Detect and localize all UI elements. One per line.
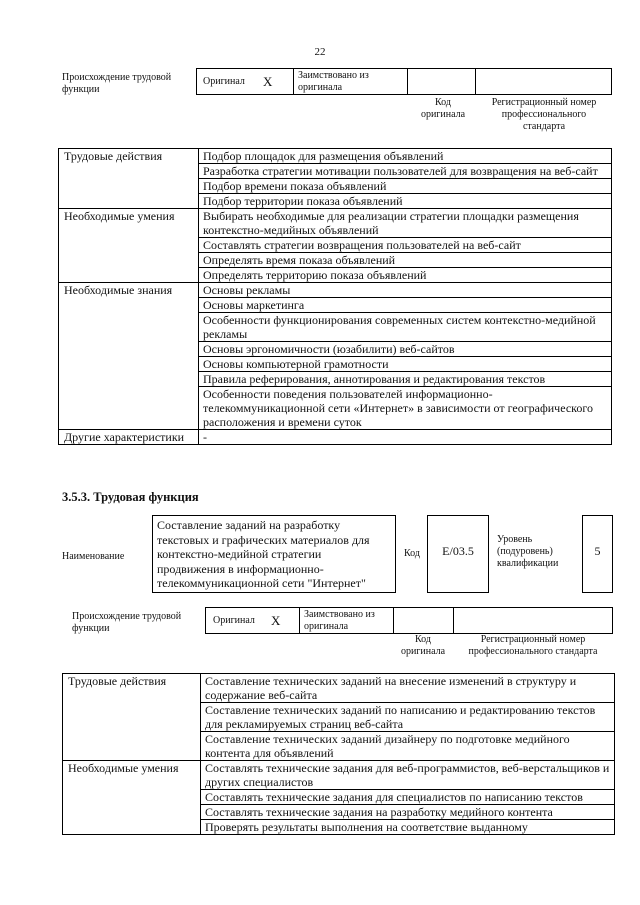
table-cell: Составление технических заданий по написанию и редактированию текстов для рекламируемых страниц веб-сайта — [201, 703, 615, 732]
name-value: Составление заданий на разработку текстовых и графических материалов для контекстно-медийной стратегии продвижения в информационно-телекоммуникационной сети "Интернет" — [152, 515, 396, 593]
table-cell: Составление технических заданий на внесение изменений в структуру и содержание веб-сайта — [201, 674, 615, 703]
functions-table-1 — [58, 148, 612, 445]
table-cell: Составлять технические задания для веб-программистов, веб-верстальщиков и других специалистов — [201, 761, 615, 790]
table-row — [59, 283, 612, 298]
table-cell: Особенности поведения пользователей информационно-телекоммуникационной сети «Интернет» в зависимости от географического расположения и времени суток — [199, 387, 612, 430]
original-label: Оригинал — [213, 615, 255, 626]
table-row — [63, 761, 615, 790]
table-cell: Основы маркетинга — [199, 298, 612, 313]
table-row — [59, 149, 612, 164]
table-cell: Выбирать необходимые для реализации стратегии площадки размещения контекстно-медийных объявлений — [199, 209, 612, 238]
level-label: Уровень (подуровень) квалификации — [497, 534, 559, 569]
origin-label: Происхождение трудовой функции — [72, 611, 182, 634]
origin-frame — [205, 607, 613, 634]
table-row — [59, 430, 612, 445]
borrowed-label: Заимствовано из оригинала — [304, 609, 375, 632]
table-cell: Составлять стратегии возвращения пользователей на веб-сайт — [199, 238, 612, 253]
table-cell: Проверять результаты выполнения на соответствие выданному — [201, 820, 615, 835]
table-cell: Основы эргономичности (юзабилити) веб-сайтов — [199, 342, 612, 357]
group-label: Трудовые действия — [59, 149, 199, 209]
reg-caption: Регистрационный номер профессионального стандарта — [468, 634, 598, 657]
group-label: Необходимые умения — [63, 761, 201, 835]
original-mark: X — [271, 613, 281, 628]
table-cell: - — [199, 430, 612, 445]
table-cell: Составлять технические задания на разработку медийного контента — [201, 805, 615, 820]
code-value: E/03.5 — [427, 515, 489, 593]
table-cell: Определять время показа объявлений — [199, 253, 612, 268]
group-label: Трудовые действия — [63, 674, 201, 761]
group-label: Необходимые знания — [59, 283, 199, 430]
level-value: 5 — [582, 515, 613, 593]
reg-caption: Регистрационный номер профессионального стандарта — [491, 97, 597, 132]
name-label: Наименование — [62, 551, 125, 562]
table-cell: Подбор территории показа объявлений — [199, 194, 612, 209]
table-cell: Определять территорию показа объявлений — [199, 268, 612, 283]
table-row — [59, 209, 612, 238]
table-cell: Подбор времени показа объявлений — [199, 179, 612, 194]
table-cell: Правила реферирования, аннотирования и редактирования текстов — [199, 372, 612, 387]
table-cell: Подбор площадок для размещения объявлений — [199, 149, 612, 164]
group-label: Другие характеристики — [59, 430, 199, 445]
table-cell: Основы рекламы — [199, 283, 612, 298]
original-label: Оригинал — [203, 76, 245, 87]
code-caption: Код оригинала — [420, 97, 466, 120]
section-heading: 3.5.3. Трудовая функция — [62, 490, 199, 504]
page-number: 22 — [314, 46, 326, 58]
table-row — [63, 674, 615, 703]
code-caption: Код оригинала — [400, 634, 446, 657]
table-cell: Составление технических заданий дизайнеру по подготовке медийного контента для объявлений — [201, 732, 615, 761]
group-label: Необходимые умения — [59, 209, 199, 283]
table-cell: Составлять технические задания для специалистов по написанию текстов — [201, 790, 615, 805]
table-cell: Особенности функционирования современных систем контекстно-медийной рекламы — [199, 313, 612, 342]
table-cell: Разработка стратегии мотивации пользователей для возвращения на веб-сайт — [199, 164, 612, 179]
table-cell: Основы компьютерной грамотности — [199, 357, 612, 372]
original-mark: X — [263, 74, 273, 89]
borrowed-label: Заимствовано из оригинала — [298, 70, 369, 93]
code-label: Код — [404, 548, 420, 559]
origin-label: Происхождение трудовой функции — [62, 72, 172, 95]
functions-table-2 — [62, 673, 615, 835]
